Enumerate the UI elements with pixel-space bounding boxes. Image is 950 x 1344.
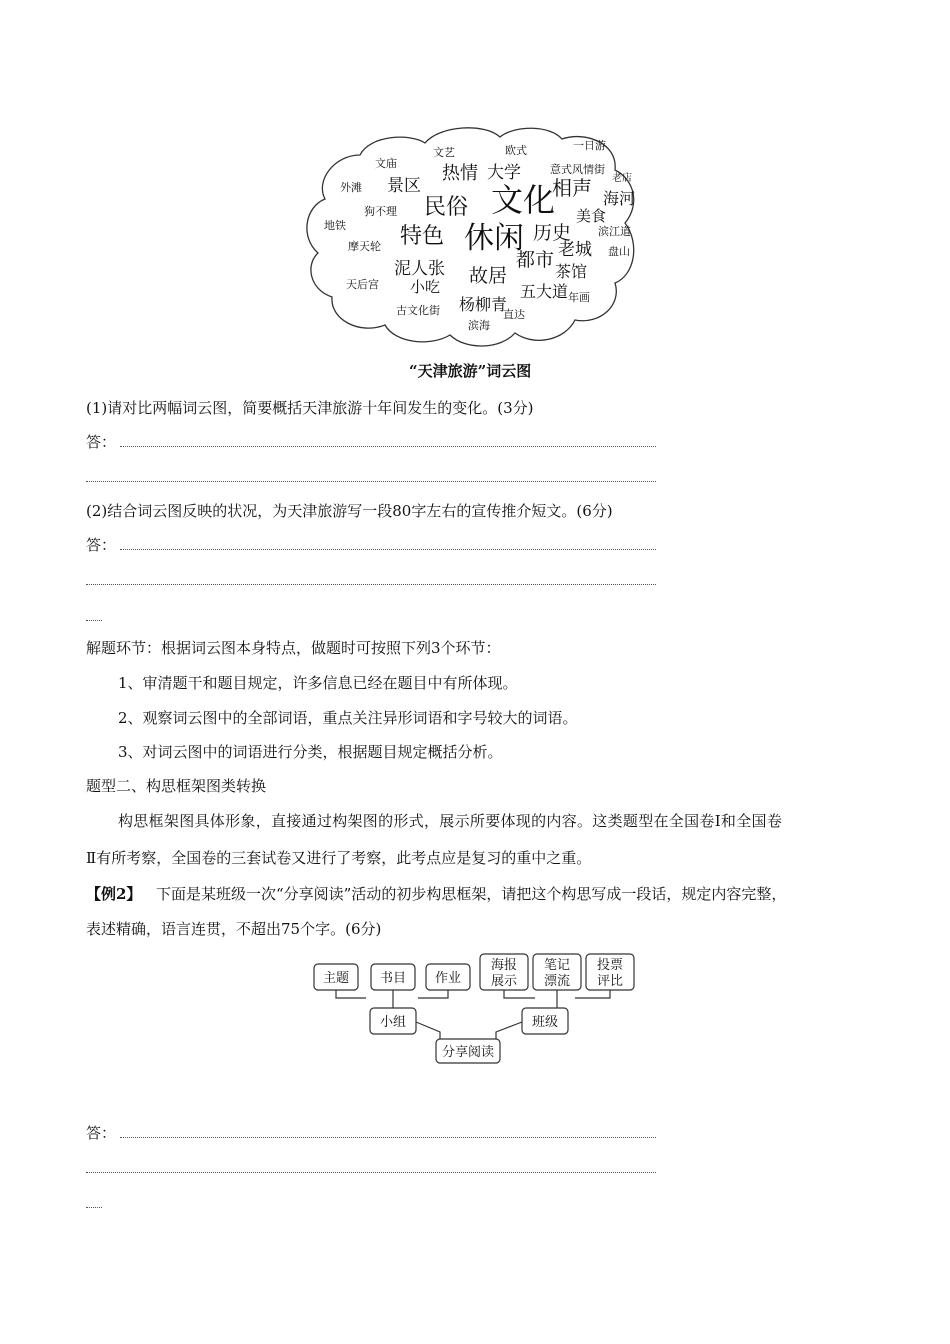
node-vote-line1: 投票 [596,958,624,973]
question-2: (2)结合词云图反映的状况，为天津旅游写一段80字左右的宣传推介短文。(6分) [86,502,613,520]
answer-line[interactable] [86,584,656,585]
answer-line[interactable] [86,1172,656,1173]
cloud-word: 文化 [491,181,556,219]
cloud-word: 滨海 [468,319,490,332]
cloud-word: 海河 [603,189,636,208]
cloud-word: 年画 [568,291,590,304]
cloud-word: 五大道 [520,282,569,301]
answer-line[interactable] [120,549,656,550]
answer-line[interactable] [120,1137,656,1138]
cloud-word: 民俗 [424,195,469,220]
method-step: 1、审清题干和题目规定，许多信息已经在题目中有所体现。 [118,674,518,692]
cloud-word: 大学 [487,163,521,183]
node-booklist: 书目 [379,971,407,986]
cloud-word: 都市 [516,249,555,271]
type2-paragraph-line: Ⅱ有所考察，全国卷的三套试卷又进行了考察，此考点应是复习的重中之重。 [86,849,592,867]
cloud-word: 欧式 [505,144,527,157]
cloud-word: 故居 [469,265,508,287]
answer-label-1: 答： [86,433,117,451]
type2-heading: 题型二、构思框架图类转换 [86,777,267,795]
example-prompt-line: 下面是某班级一次“分享阅读”活动的初步构思框架，请把这个构思写成一段话，规定内容完整， [156,885,787,903]
node-poster-line1: 海报 [490,958,518,973]
cloud-word: 热情 [442,163,478,184]
cloud-word: 文庙 [375,157,397,170]
framework-diagram [310,950,650,1065]
type2-paragraph-line: 构思框架图具体形象，直接通过构架图的形式，展示所要体现的内容。这类题型在全国卷Ⅰ和全国卷 [118,812,783,830]
connector [336,990,366,998]
cloud-word: 地铁 [324,219,346,232]
cloud-word: 天后宫 [346,278,379,291]
node-root: 分享阅读 [441,1045,495,1060]
question-1: (1)请对比两幅词云图，简要概括天津旅游十年间发生的变化。(3分) [86,399,534,417]
method-step: 2、观察词云图中的全部词语，重点关注异形词语和字号较大的词语。 [118,709,578,727]
answer-label-3: 答： [86,1124,117,1142]
cloud-word: 老店 [612,173,632,184]
cloud-word: 休闲 [464,221,524,256]
answer-line-stub [86,1207,102,1208]
cloud-word: 古文化街 [396,304,440,317]
connector [496,1022,522,1040]
example-prompt-line: 表述精确，语言连贯，不超出75个字。(6分) [86,920,382,938]
method-title: 解题环节：根据词云图本身特点，做题时可按照下列3个环节： [86,639,501,657]
answer-line[interactable] [86,481,656,482]
cloud-word: 盘山 [608,245,630,258]
cloud-word: 直达 [503,308,525,321]
answer-line[interactable] [120,446,656,447]
cloud-word: 文艺 [433,146,455,159]
cloud-word: 茶馆 [555,262,588,281]
cloud-word: 摩天轮 [348,240,381,253]
cloud-word: 外滩 [340,181,362,194]
node-poster-line2: 展示 [490,974,518,989]
answer-label-2: 答： [86,536,117,554]
word-cloud-figure [300,125,650,350]
cloud-word: 意式风情街 [550,163,605,176]
answer-line-stub [86,620,102,621]
cloud-word: 泥人张 [394,259,445,279]
cloud-word: 滨江道 [598,225,631,238]
cloud-word: 老城 [558,240,592,260]
node-topic: 主题 [322,971,350,986]
node-group: 小组 [379,1015,407,1030]
method-step: 3、对词云图中的词语进行分类，根据题目规定概括分析。 [118,743,503,761]
node-notes-line1: 笔记 [543,958,571,973]
cloud-word: 杨柳青 [459,295,508,314]
connector [418,990,448,998]
cloud-word: 小吃 [410,278,441,296]
cloud-word: 景区 [387,176,421,196]
connector [416,1022,440,1040]
cloud-word: 相声 [552,176,592,200]
connector [504,990,535,998]
node-homework: 作业 [434,971,462,986]
cloud-word: 美食 [576,207,607,225]
cloud-word: 历史 [533,222,572,244]
cloud-caption: “天津旅游”词云图 [409,362,532,380]
node-class: 班级 [531,1015,559,1030]
cloud-word: 一日游 [573,139,606,152]
connector [575,990,610,998]
cloud-word: 特色 [400,224,445,249]
node-notes-line2: 漂流 [543,974,571,989]
node-vote-line2: 评比 [596,974,624,989]
example-tag: 【例2】 [86,885,142,903]
cloud-word: 狗不理 [364,205,397,218]
